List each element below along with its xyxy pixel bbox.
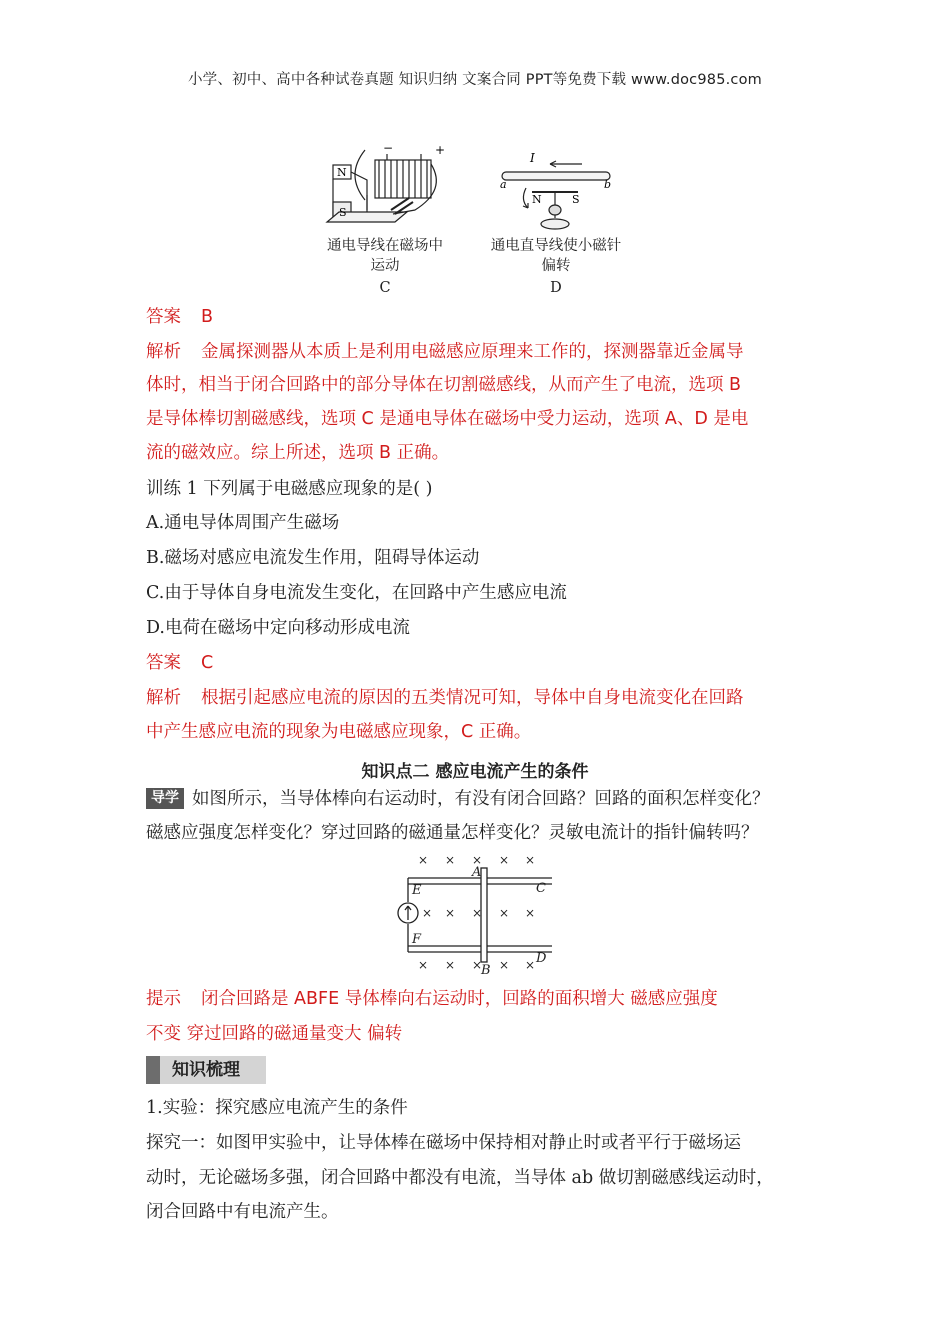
- train1-analysis-text: 根据引起感应电流的原因的五类情况可知，导体中自身电流变化在回路: [201, 688, 744, 708]
- figure-c-letter: C: [379, 280, 391, 296]
- circuit-label-b: B: [481, 963, 491, 978]
- hint-label: 提示: [146, 989, 181, 1009]
- train1-option-d: D.电荷在磁场中定向移动形成电流: [146, 618, 410, 638]
- section-title: 知识点二 感应电流产生的条件: [361, 762, 589, 782]
- figure-c-minus: −: [383, 141, 394, 155]
- experiment-line-2: 动时，无论磁场多强，闭合回路中都没有电流，当导体 ab 做切割磁感线运动时，: [146, 1168, 774, 1188]
- circuit-label-e: E: [412, 883, 422, 898]
- figure-c-caption-line2: 运动: [370, 258, 400, 274]
- experiment-title: 1.实验：探究感应电流产生的条件: [146, 1098, 408, 1118]
- cross-mark: ×: [472, 958, 483, 972]
- train1-analysis-line-1: [146, 686, 744, 710]
- cross-mark: ×: [418, 958, 429, 972]
- knowledge-section-bar: [146, 1056, 266, 1084]
- figure-d-n-label: N: [532, 193, 542, 206]
- cross-mark: ×: [525, 958, 536, 972]
- train1-question: 训练 1 下列属于电磁感应现象的是( ): [146, 479, 433, 499]
- circuit-diagram: [392, 850, 562, 980]
- circuit-label-f: F: [412, 932, 422, 947]
- figure-d-caption-line2: 偏转: [541, 258, 571, 274]
- hint-line-2: 不变 穿过回路的磁通量变大 偏转: [146, 1024, 403, 1044]
- q1-answer: [146, 305, 213, 329]
- figure-c-s-label: S: [339, 206, 347, 219]
- train1-answer-value: C: [201, 653, 214, 673]
- cross-mark: ×: [445, 853, 456, 867]
- experiment-line-3: 闭合回路中有电流产生。: [146, 1202, 339, 1222]
- q1-analysis-label: 解析: [146, 342, 181, 362]
- figure-c-caption: [300, 236, 470, 298]
- q1-analysis-text: 金属探测器从本质上是利用电磁感应原理来工作的，探测器靠近金属导: [201, 342, 744, 362]
- figure-d-caption: [470, 236, 642, 298]
- figure-d-current-label: I: [530, 151, 535, 165]
- cross-mark: ×: [499, 958, 510, 972]
- train1-answer: [146, 651, 213, 675]
- q1-answer-value: B: [201, 307, 214, 327]
- q1-analysis-line-4: 流的磁效应。综上所述，选项 B 正确。: [146, 443, 450, 463]
- hint-line-1: [146, 987, 718, 1011]
- cross-mark: ×: [499, 853, 510, 867]
- cross-mark: ×: [445, 906, 456, 920]
- cross-mark: ×: [422, 906, 433, 920]
- guide-line-2: 磁感应强度怎样变化？穿过回路的磁通量怎样变化？灵敏电流计的指针偏转吗？: [146, 823, 759, 843]
- guide-tag: 导学: [146, 788, 184, 809]
- figure-d-caption-line1: 通电直导线使小磁针: [490, 238, 622, 254]
- q1-analysis-line-3: 是导体棒切割磁感线，选项 C 是通电导体在磁场中受力运动，选项 A、D 是电: [146, 409, 749, 429]
- figure-d-s-label: S: [572, 193, 580, 206]
- cross-mark: ×: [525, 906, 536, 920]
- q1-analysis-line-1: [146, 340, 744, 364]
- train1-option-a: A.通电导体周围产生磁场: [146, 513, 340, 533]
- guide-text: 如图所示，当导体棒向右运动时，有没有闭合回路？回路的面积怎样变化？: [192, 789, 770, 809]
- figure-c-motor-diagram: [325, 140, 465, 235]
- cross-mark: ×: [525, 853, 536, 867]
- figure-d-compass-diagram: [492, 148, 622, 238]
- page-header[interactable]: 小学、初中、高中各种试卷真题 知识归纳 文案合同 PPT等免费下载 www.doc985.com: [187, 72, 763, 88]
- q1-analysis-line-2: 体时，相当于闭合回路中的部分导体在切割磁感线，从而产生了电流，选项 B: [146, 375, 742, 395]
- figure-d-a-label: a: [500, 178, 507, 191]
- q1-answer-label: 答案: [146, 307, 181, 327]
- figure-c-n-label: N: [337, 166, 347, 179]
- cross-mark: ×: [472, 906, 483, 920]
- train1-answer-label: 答案: [146, 653, 181, 673]
- cross-mark: ×: [499, 906, 510, 920]
- figure-c-caption-line1: 通电导线在磁场中: [327, 238, 443, 254]
- hint-text: 闭合回路是 ABFE 导体棒向右运动时，回路的面积增大 磁感应强度: [201, 989, 718, 1009]
- circuit-label-d: D: [536, 951, 547, 966]
- figure-d-letter: D: [550, 280, 562, 296]
- experiment-line-1: 探究一：如图甲实验中，让导体棒在磁场中保持相对静止时或者平行于磁场运: [146, 1133, 741, 1153]
- train1-analysis-line-2: 中产生感应电流的现象为电磁感应现象，C 正确。: [146, 722, 532, 742]
- circuit-label-c: C: [536, 881, 546, 896]
- train1-option-c: C.由于导体自身电流发生变化，在回路中产生感应电流: [146, 583, 567, 603]
- section-marker-icon: [146, 1056, 160, 1084]
- figure-c-plus: +: [435, 143, 446, 157]
- cross-mark: ×: [445, 958, 456, 972]
- figure-d-b-label: b: [604, 178, 612, 191]
- guide-line-1: [146, 787, 770, 811]
- knowledge-title: 知识梳理: [172, 1060, 240, 1080]
- train1-analysis-label: 解析: [146, 688, 181, 708]
- cross-mark: ×: [472, 853, 483, 867]
- cross-mark: ×: [418, 853, 429, 867]
- train1-option-b: B.磁场对感应电流发生作用，阻碍导体运动: [146, 548, 480, 568]
- circuit-label-a: A: [472, 865, 482, 880]
